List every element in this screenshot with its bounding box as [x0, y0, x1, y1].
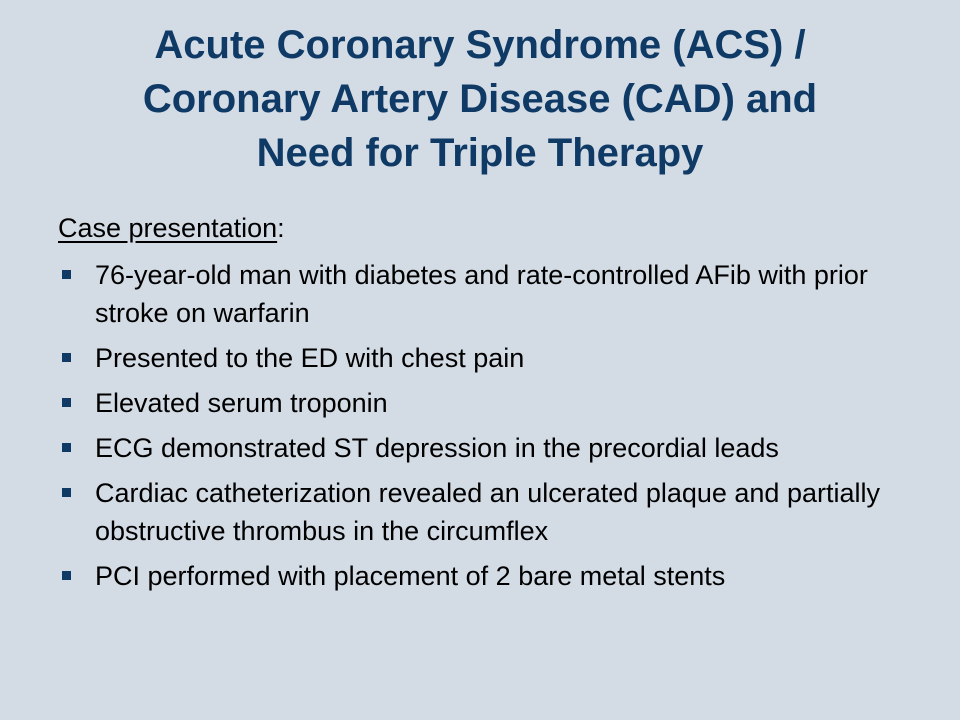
- bullet-text: Cardiac catheterization revealed an ulcerated plaque and partially obstructive thrombus in the circumflex: [95, 478, 880, 546]
- subheading-text: Case presentation: [58, 213, 278, 243]
- bullet-text: Presented to the ED with chest pain: [95, 343, 525, 373]
- bullet-text: PCI performed with placement of 2 bare metal stents: [95, 561, 726, 591]
- square-bullet-icon: [62, 571, 71, 580]
- title-line: Acute Coronary Syndrome (ACS) /: [154, 23, 806, 67]
- case-presentation-heading: [58, 210, 918, 246]
- title-line: Need for Triple Therapy: [256, 131, 704, 175]
- bullet-item: [58, 339, 918, 377]
- bullet-item: [58, 384, 918, 422]
- bullet-text: Elevated serum troponin: [95, 388, 388, 418]
- square-bullet-icon: [62, 398, 71, 407]
- square-bullet-icon: [62, 270, 71, 279]
- square-bullet-icon: [62, 488, 71, 497]
- slide-content: [58, 210, 918, 602]
- bullet-list: [58, 256, 918, 595]
- bullet-item: [58, 474, 918, 550]
- subheading-colon: :: [277, 213, 285, 243]
- bullet-text: ECG demonstrated ST depression in the precordial leads: [95, 433, 779, 463]
- bullet-item: [58, 429, 918, 467]
- square-bullet-icon: [62, 443, 71, 452]
- bullet-item: [58, 557, 918, 595]
- slide-title: [60, 18, 900, 180]
- bullet-item: [58, 256, 918, 332]
- square-bullet-icon: [62, 353, 71, 362]
- title-line: Coronary Artery Disease (CAD) and: [142, 77, 818, 121]
- bullet-text: 76-year-old man with diabetes and rate-controlled AFib with prior stroke on warfarin: [95, 260, 868, 328]
